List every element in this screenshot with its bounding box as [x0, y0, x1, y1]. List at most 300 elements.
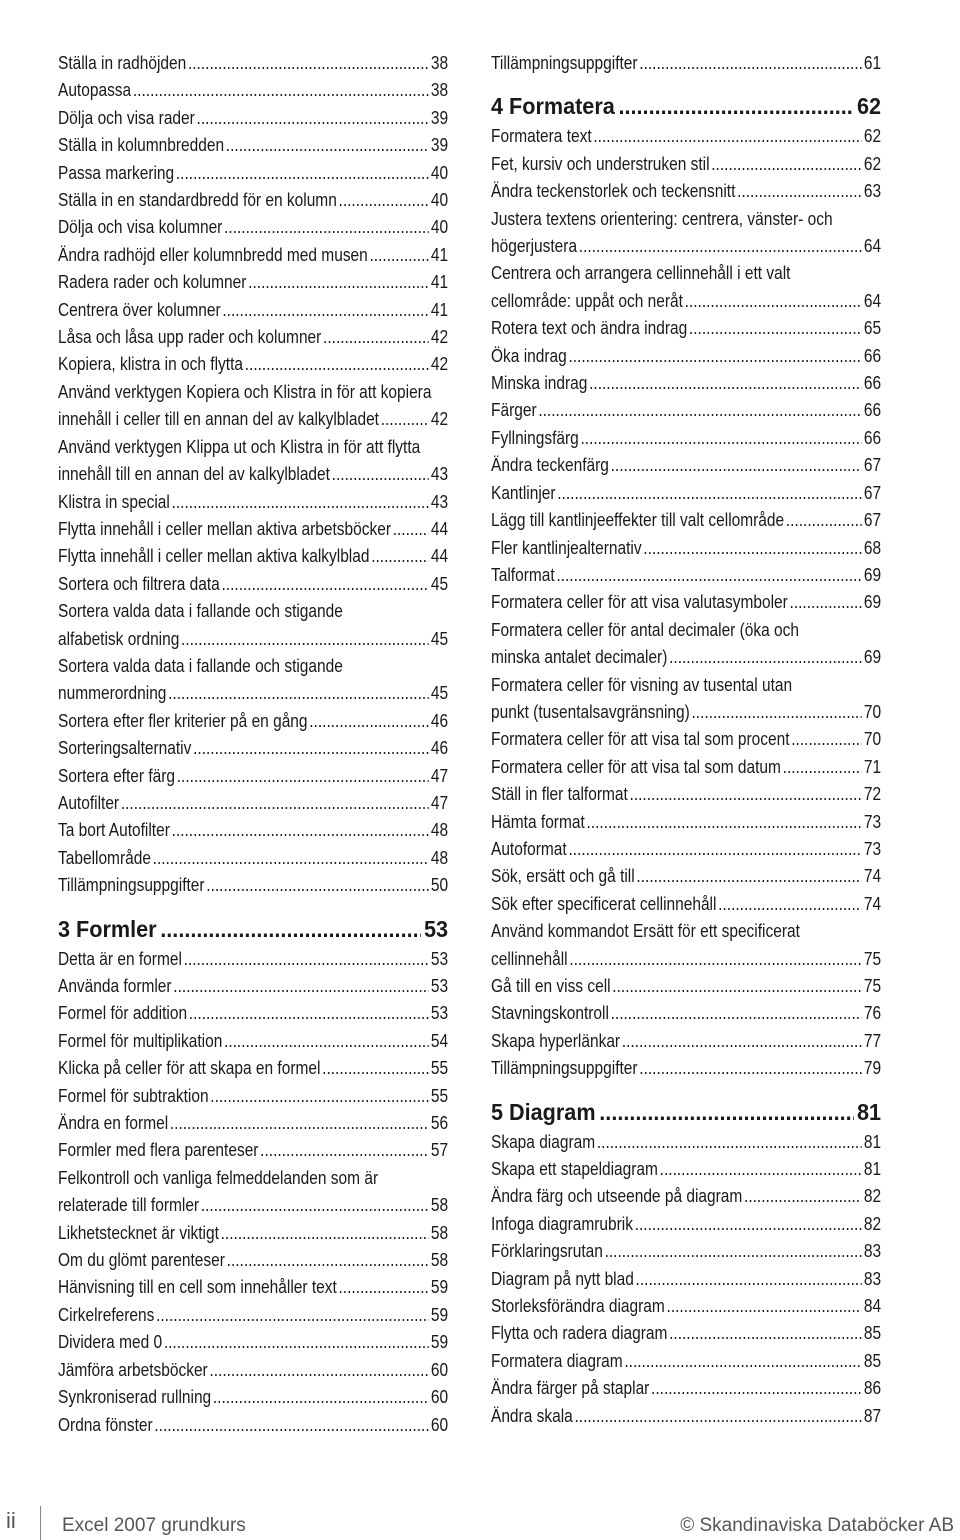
- toc-entry-line: [58, 1083, 448, 1110]
- toc-entry: [491, 1156, 881, 1183]
- toc-entry: [491, 1266, 881, 1293]
- entry-title: Sortera efter fler kriterier på en gång: [58, 710, 308, 731]
- page-reference: 42: [430, 327, 449, 348]
- page-reference: 86: [863, 1378, 882, 1399]
- entry-title: cellinnehåll: [491, 948, 568, 969]
- entry-title: Dölja och visa rader: [58, 107, 195, 128]
- toc-entry: [491, 617, 881, 672]
- dot-leader: [786, 507, 861, 534]
- entry-title: Använd kommandot Ersätt för ett specificerat: [491, 921, 800, 942]
- toc-entry: [58, 214, 448, 241]
- toc-entry: [491, 973, 881, 1000]
- page-reference: 73: [863, 838, 882, 859]
- dot-leader: [718, 891, 861, 918]
- entry-title: Ställa in radhöjden: [58, 53, 187, 73]
- entry-title: Justera textens orientering: centrera, vänster- och: [491, 208, 833, 229]
- dot-leader: [201, 1192, 428, 1219]
- entry-title: Tillämpningsuppgifter: [58, 875, 205, 896]
- toc-entry: [58, 1000, 448, 1027]
- toc-entry-line: [58, 817, 448, 844]
- toc-entry-line: [58, 489, 448, 516]
- toc-entry-line: [58, 406, 448, 433]
- dot-leader: [154, 1412, 428, 1439]
- page-reference: 82: [863, 1186, 882, 1207]
- toc-entry: [58, 1247, 448, 1274]
- entry-title: Centrera över kolumner: [58, 299, 221, 320]
- toc-entry: [58, 489, 448, 516]
- entry-title: Klicka på celler för att skapa en formel: [58, 1058, 321, 1079]
- toc-entry-line: [58, 434, 448, 461]
- toc-entry: [58, 105, 448, 132]
- toc-entry-line: [58, 324, 448, 351]
- dot-leader: [156, 1302, 428, 1329]
- entry-title: relaterade till formler: [58, 1195, 200, 1216]
- page-reference: 59: [430, 1304, 449, 1325]
- toc-entry-line: [491, 480, 881, 507]
- toc-entry-line: [58, 461, 448, 488]
- page-reference: 50: [430, 875, 449, 896]
- toc-entry-line: [491, 863, 881, 890]
- toc-entry: [491, 781, 881, 808]
- toc-entry-line: [491, 1097, 881, 1127]
- book-title: Excel 2007 grundkurs: [62, 1515, 246, 1536]
- dot-leader: [332, 461, 429, 488]
- page-reference: 63: [863, 181, 882, 202]
- toc-entry: [491, 1293, 881, 1320]
- dot-leader: [630, 781, 862, 808]
- toc-entry: [491, 1348, 881, 1375]
- entry-title: Ändra teckenstorlek och teckensnitt: [491, 181, 736, 202]
- toc-entry-line: [58, 946, 448, 973]
- dot-leader: [639, 50, 861, 77]
- page-reference: 42: [430, 409, 449, 430]
- dot-leader: [176, 160, 428, 187]
- toc-entry: [58, 1028, 448, 1055]
- page-reference: 60: [430, 1387, 449, 1408]
- dot-leader: [593, 123, 861, 150]
- dot-leader: [597, 1129, 861, 1156]
- entry-title: Centrera och arrangera cellinnehåll i ett valt: [491, 263, 791, 284]
- entry-title: innehåll i celler till en annan del av kalkylbladet: [58, 409, 379, 430]
- toc-entry: [491, 1320, 881, 1347]
- dot-leader: [586, 809, 861, 836]
- toc-entry: [58, 50, 448, 77]
- entry-title: Infoga diagramrubrik: [491, 1213, 633, 1234]
- dot-leader: [172, 489, 429, 516]
- entry-title: Ta bort Autofilter: [58, 820, 170, 841]
- page-reference: 65: [863, 318, 882, 339]
- toc-entry-line: [58, 1192, 448, 1219]
- toc-entry: [58, 845, 448, 872]
- toc-chapter-heading: [491, 1097, 881, 1127]
- dot-leader: [323, 324, 428, 351]
- toc-entry-line: [491, 178, 881, 205]
- dot-leader: [557, 480, 861, 507]
- toc-entry: [491, 1055, 881, 1082]
- page-reference: 45: [430, 683, 449, 704]
- toc-entry-line: [491, 1183, 881, 1210]
- toc-entry-line: [58, 598, 448, 625]
- page-reference: 59: [430, 1332, 449, 1353]
- entry-title: Kantlinjer: [491, 482, 556, 503]
- chapter-title: 5 Diagram: [491, 1098, 596, 1125]
- toc-entry: [491, 1403, 881, 1430]
- toc-entry: [58, 324, 448, 351]
- toc-entry: [58, 543, 448, 570]
- toc-entry-line: [58, 77, 448, 104]
- toc-entry-line: [491, 1129, 881, 1156]
- toc-entry: [491, 425, 881, 452]
- dot-leader: [636, 1266, 862, 1293]
- page-reference: 44: [430, 546, 449, 567]
- toc-entry: [58, 571, 448, 598]
- toc-entry: [58, 132, 448, 159]
- toc-entry-line: [58, 1055, 448, 1082]
- chapter-title: 3 Formler: [58, 915, 157, 942]
- toc-entry-line: [491, 973, 881, 1000]
- toc-entry-line: [58, 653, 448, 680]
- toc-entry: [58, 297, 448, 324]
- toc-entry-line: [58, 105, 448, 132]
- toc-entry-line: [491, 589, 881, 616]
- toc-entry-line: [58, 187, 448, 214]
- dot-leader: [197, 105, 429, 132]
- dot-leader: [791, 726, 861, 753]
- dot-leader: [580, 425, 861, 452]
- toc-entry-line: [491, 507, 881, 534]
- entry-title: Sorteringsalternativ: [58, 738, 192, 759]
- page-reference: 45: [430, 573, 449, 594]
- entry-title: nummerordning: [58, 683, 167, 704]
- entry-title: Formatera celler för antal decimaler (öka och: [491, 619, 800, 640]
- dot-leader: [371, 543, 428, 570]
- toc-entry-line: [58, 1384, 448, 1411]
- page-reference: 64: [863, 236, 882, 257]
- entry-title: Formatera celler för att visa tal som procent: [491, 729, 790, 750]
- dot-leader: [193, 735, 428, 762]
- toc-entry: [491, 452, 881, 479]
- toc-entry: [58, 379, 448, 434]
- page-reference: 79: [863, 1058, 882, 1079]
- page-reference: 41: [430, 299, 449, 320]
- dot-leader: [221, 1220, 429, 1247]
- toc-entry: [491, 1375, 881, 1402]
- toc-entry-line: [58, 543, 448, 570]
- toc-entry-line: [58, 50, 448, 77]
- toc-entry-line: [491, 425, 881, 452]
- dot-leader: [309, 708, 428, 735]
- toc-entry: [491, 1000, 881, 1027]
- toc-entry-line: [491, 1293, 881, 1320]
- dot-leader: [589, 370, 861, 397]
- toc-entry-line: [58, 379, 448, 406]
- entry-title: Ändra skala: [491, 1405, 573, 1426]
- toc-entry: [58, 242, 448, 269]
- page-reference: 84: [863, 1296, 882, 1317]
- dot-leader: [381, 406, 429, 433]
- entry-title: Jämföra arbetsböcker: [58, 1359, 208, 1380]
- entry-title: Formatera diagram: [491, 1350, 623, 1371]
- toc-entry: [491, 836, 881, 863]
- toc-entry-line: [58, 1302, 448, 1329]
- toc-entry: [58, 708, 448, 735]
- dot-leader: [692, 699, 862, 726]
- toc-entry-line: [58, 1274, 448, 1301]
- toc-entry: [491, 397, 881, 424]
- dot-leader: [226, 132, 428, 159]
- dot-leader: [611, 1000, 862, 1027]
- dot-leader: [685, 288, 862, 315]
- entry-title: Hänvisning till en cell som innehåller text: [58, 1277, 337, 1298]
- page-reference: 40: [430, 217, 449, 238]
- toc-entry: [58, 872, 448, 899]
- page-reference: 47: [430, 765, 449, 786]
- page-reference: 48: [430, 847, 449, 868]
- dot-leader: [184, 946, 429, 973]
- entry-title: Använd verktygen Kopiera och Klistra in för att kopiera: [58, 381, 432, 402]
- toc-right-column: [491, 50, 881, 1430]
- toc-entry-line: [58, 351, 448, 378]
- toc-entry: [491, 754, 881, 781]
- entry-title: cellområde: uppåt och neråt: [491, 290, 683, 311]
- toc-entry: [491, 1183, 881, 1210]
- toc-entry: [491, 260, 881, 315]
- entry-title: Dividera med 0: [58, 1332, 163, 1353]
- dot-leader: [636, 863, 861, 890]
- page-reference: 55: [430, 1085, 449, 1106]
- entry-title: Fet, kursiv och understruken stil: [491, 153, 710, 174]
- entry-title: punkt (tusentalsavgränsning): [491, 701, 690, 722]
- dot-leader: [667, 1293, 862, 1320]
- page-reference: 66: [863, 400, 882, 421]
- entry-title: Sortera och filtrera data: [58, 573, 220, 594]
- entry-title: Diagram på nytt blad: [491, 1268, 634, 1289]
- dot-leader: [224, 1028, 428, 1055]
- entry-title: Fler kantlinjealternativ: [491, 537, 642, 558]
- page-reference: 44: [430, 518, 449, 539]
- page-reference: 55: [430, 1058, 449, 1079]
- toc-entry: [58, 269, 448, 296]
- page-reference: 56: [430, 1113, 449, 1134]
- page-reference: 58: [430, 1250, 449, 1271]
- toc-entry-line: [58, 571, 448, 598]
- dot-leader: [711, 151, 861, 178]
- dot-leader: [213, 1384, 428, 1411]
- page-reference: 46: [430, 710, 449, 731]
- toc-entry-line: [58, 1110, 448, 1137]
- page-reference: 67: [863, 482, 882, 503]
- toc-entry-line: [58, 680, 448, 707]
- page-reference: 75: [863, 976, 882, 996]
- entry-title: Kopiera, klistra in och flytta: [58, 354, 243, 375]
- entry-title: Storleksförändra diagram: [491, 1296, 665, 1317]
- page-reference: 38: [430, 80, 449, 101]
- page-reference: 81: [863, 1159, 882, 1180]
- toc-entry: [58, 1329, 448, 1356]
- toc-entry-line: [58, 1357, 448, 1384]
- dot-leader: [579, 233, 861, 260]
- toc-entry: [58, 946, 448, 973]
- page-reference: 48: [430, 820, 449, 841]
- dot-leader: [222, 297, 428, 324]
- page-reference: 58: [430, 1195, 449, 1216]
- dot-leader: [689, 315, 861, 342]
- toc-entry: [58, 77, 448, 104]
- entry-title: Formatera celler för visning av tusental utan: [491, 674, 793, 695]
- entry-title: Ställ in fler talformat: [491, 784, 628, 805]
- page-reference: 41: [430, 244, 449, 265]
- toc-entry-line: [491, 1320, 881, 1347]
- page-reference: 87: [863, 1405, 882, 1426]
- toc-entry: [491, 480, 881, 507]
- toc-chapter-heading: [58, 914, 448, 944]
- toc-entry-line: [491, 233, 881, 260]
- entry-title: Ändra radhöjd eller kolumnbredd med musen: [58, 244, 368, 265]
- page-reference: 62: [863, 153, 882, 174]
- toc-entry-line: [491, 343, 881, 370]
- entry-title: Fyllningsfärg: [491, 427, 579, 448]
- page-reference: 69: [863, 564, 882, 585]
- entry-title: Ordna fönster: [58, 1414, 153, 1435]
- page-reference: 58: [430, 1222, 449, 1243]
- toc-entry-line: [58, 1247, 448, 1274]
- toc-entry: [58, 434, 448, 489]
- page-reference: 53: [430, 948, 449, 969]
- toc-entry-line: [58, 160, 448, 187]
- toc-entry: [491, 535, 881, 562]
- toc-entry: [491, 206, 881, 261]
- toc-entry-line: [491, 918, 881, 945]
- toc-entry: [58, 1083, 448, 1110]
- entry-title: alfabetisk ordning: [58, 628, 180, 649]
- chapter-title: 4 Formatera: [491, 93, 615, 120]
- entry-title: Formel för addition: [58, 1003, 188, 1024]
- toc-entry: [491, 315, 881, 342]
- dot-leader: [206, 872, 428, 899]
- toc-entry: [58, 187, 448, 214]
- page-reference: 70: [863, 729, 882, 750]
- page-reference: 82: [863, 1213, 882, 1234]
- toc-entry-line: [491, 754, 881, 781]
- page-reference: 64: [863, 290, 882, 311]
- page-reference: 85: [863, 1323, 882, 1344]
- entry-title: Detta är en formel: [58, 948, 182, 969]
- toc-entry-line: [491, 644, 881, 671]
- page-reference: 57: [430, 1140, 449, 1161]
- toc-entry: [491, 1238, 881, 1265]
- page-footer: [0, 1508, 960, 1540]
- page-reference: 40: [430, 190, 449, 211]
- entry-title: Lägg till kantlinjeeffekter till valt cellområde: [491, 510, 785, 531]
- entry-title: Formel för multiplikation: [58, 1030, 223, 1051]
- dot-leader: [669, 644, 861, 671]
- toc-entry: [491, 1211, 881, 1238]
- entry-title: Passa markering: [58, 162, 175, 183]
- dot-leader: [160, 914, 421, 944]
- toc-entry: [491, 918, 881, 973]
- toc-entry: [58, 790, 448, 817]
- entry-title: Använda formler: [58, 976, 172, 996]
- page-reference: 66: [863, 373, 882, 394]
- dot-leader: [172, 817, 429, 844]
- toc-entry: [58, 1055, 448, 1082]
- dot-leader: [189, 1000, 428, 1027]
- dot-leader: [569, 946, 861, 973]
- dot-leader: [245, 351, 429, 378]
- page-reference: 46: [430, 738, 449, 759]
- dot-leader: [260, 1137, 428, 1164]
- page-reference: 60: [430, 1414, 449, 1435]
- dot-leader: [599, 1097, 854, 1127]
- toc-entry: [58, 1384, 448, 1411]
- entry-title: Autofilter: [58, 792, 120, 813]
- entry-title: Skapa hyperlänkar: [491, 1030, 621, 1051]
- entry-title: Synkroniserad rullning: [58, 1387, 212, 1408]
- dot-leader: [248, 269, 428, 296]
- toc-entry-line: [491, 726, 881, 753]
- entry-title: Färger: [491, 400, 537, 421]
- dot-leader: [538, 397, 861, 424]
- toc-entry-line: [491, 1028, 881, 1055]
- toc-entry-line: [58, 1412, 448, 1439]
- entry-title: Ändra färg och utseende på diagram: [491, 1186, 743, 1207]
- toc-entry-line: [58, 763, 448, 790]
- entry-title: Formatera celler för att visa tal som datum: [491, 756, 781, 777]
- entry-title: Tillämpningsuppgifter: [491, 53, 638, 73]
- dot-leader: [339, 187, 429, 214]
- toc-entry-line: [491, 891, 881, 918]
- page-reference: 69: [863, 592, 882, 613]
- dot-leader: [635, 1211, 862, 1238]
- toc-entry: [58, 817, 448, 844]
- toc-entry-line: [491, 370, 881, 397]
- dot-leader: [322, 1055, 428, 1082]
- toc-entry-line: [58, 214, 448, 241]
- entry-title: Skapa ett stapeldiagram: [491, 1159, 658, 1180]
- page-reference: 71: [863, 756, 882, 777]
- page-reference: 41: [430, 272, 449, 293]
- entry-title: Stavningskontroll: [491, 1003, 609, 1024]
- entry-title: Klistra in special: [58, 491, 170, 512]
- entry-title: Formel för subtraktion: [58, 1085, 209, 1106]
- toc-entry-line: [58, 1165, 448, 1192]
- toc-entry: [58, 1357, 448, 1384]
- toc-entry-line: [491, 1211, 881, 1238]
- page-reference: 40: [430, 162, 449, 183]
- dot-leader: [783, 754, 862, 781]
- toc-entry-line: [491, 946, 881, 973]
- toc-entry-line: [491, 151, 881, 178]
- toc-entry: [491, 370, 881, 397]
- toc-entry-line: [58, 1329, 448, 1356]
- entry-title: Formatera celler för att visa valutasymboler: [491, 592, 788, 613]
- toc-entry-line: [58, 914, 448, 944]
- entry-title: Tillämpningsuppgifter: [491, 1058, 638, 1079]
- entry-title: Autoformat: [491, 838, 567, 859]
- toc-left-column: [58, 50, 448, 1439]
- toc-entry-line: [491, 397, 881, 424]
- toc-entry: [491, 891, 881, 918]
- toc-entry-line: [491, 91, 881, 121]
- page-reference: 74: [863, 866, 882, 887]
- dot-leader: [188, 50, 428, 77]
- page-reference: 67: [863, 510, 882, 531]
- dot-leader: [619, 91, 855, 121]
- page-reference: 53: [430, 976, 449, 996]
- page-reference: 66: [863, 427, 882, 448]
- entry-title: Cirkelreferens: [58, 1304, 155, 1325]
- dot-leader: [643, 535, 861, 562]
